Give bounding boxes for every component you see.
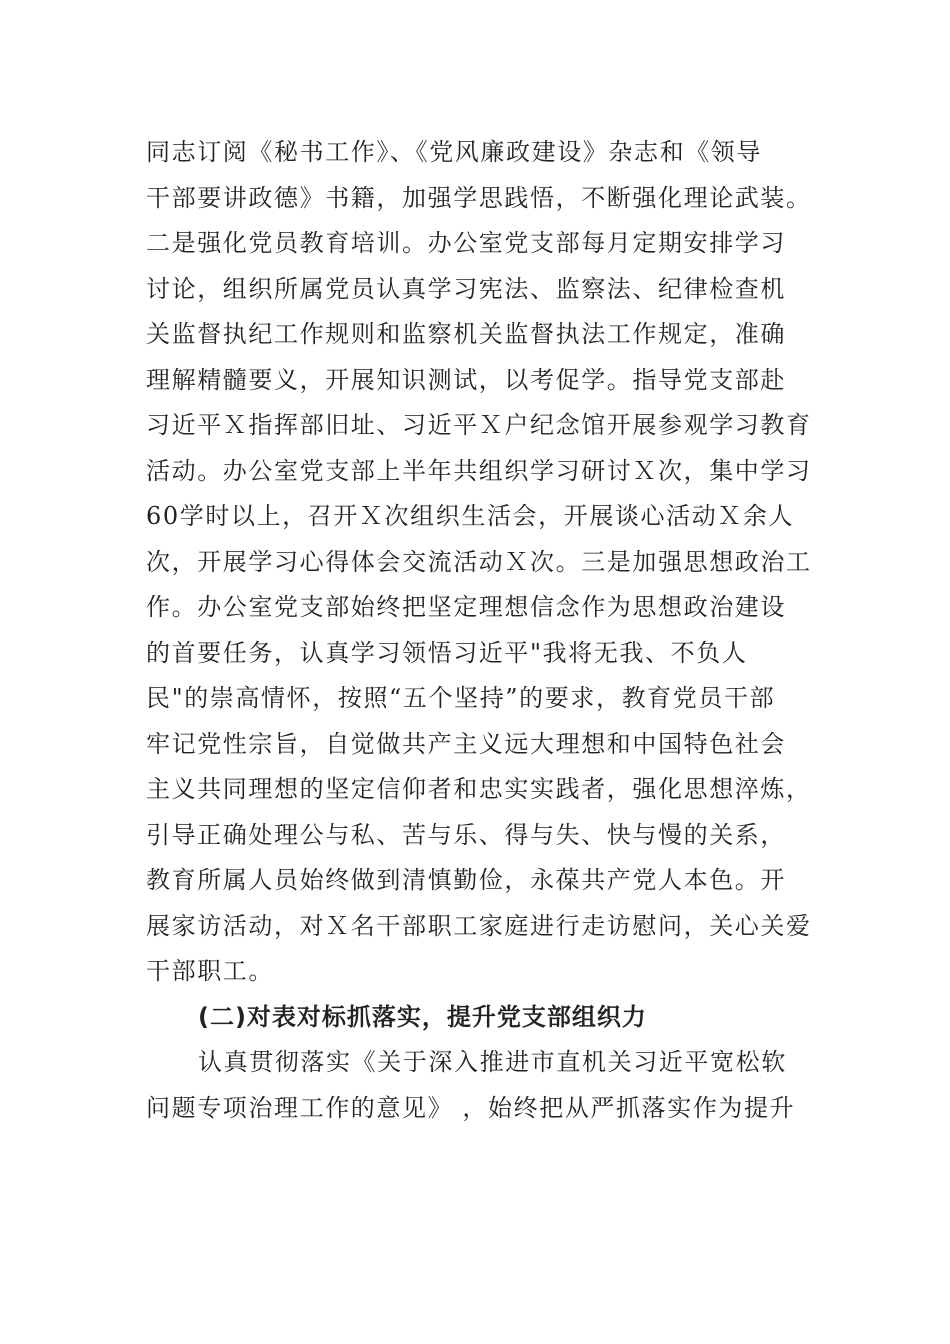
paragraph-line: 习近平Ｘ指挥部旧址、习近平Ｘ户纪念馆开展参观学习教育 bbox=[146, 411, 812, 439]
paragraph-line: 主义共同理想的坚定信仰者和忠实实践者，强化思想淬炼， bbox=[146, 775, 812, 803]
paragraph-line: 干部要讲政德》书籍，加强学思践悟，不断强化理论武装。 bbox=[146, 183, 812, 212]
paragraph-line: 干部职工。 bbox=[146, 957, 274, 985]
paragraph-line: 民"的崇高情怀，按照“五个坚持”的要求，教育党员干部 bbox=[146, 684, 776, 712]
paragraph-line: 次，开展学习心得体会交流活动Ｘ次。三是加强思想政治工 bbox=[146, 547, 812, 576]
paragraph-line: 展家访活动，对Ｘ名干部职工家庭进行走访慰问，关心关爱 bbox=[146, 911, 812, 940]
paragraph-line: 认真贯彻落实《关于深入推进市直机关习近平宽松软 bbox=[198, 1048, 787, 1076]
paragraph-line: 60学时以上，召开Ｘ次组织生活会，开展谈心活动Ｘ余人 bbox=[146, 502, 795, 530]
paragraph-line: 牢记党性宗旨，自觉做共产主义远大理想和中国特色社会 bbox=[146, 729, 786, 758]
paragraph-line: 教育所属人员始终做到清慎勤俭，永葆共产党人本色。开 bbox=[146, 866, 786, 894]
paragraph-line: 二是强化党员教育培训。办公室党支部每月定期安排学习 bbox=[146, 229, 786, 257]
paragraph-line: 问题专项治理工作的意见》 ，始终把从严抓落实作为提升 bbox=[146, 1093, 796, 1122]
paragraph-line: 理解精髓要义，开展知识测试，以考促学。指导党支部赴 bbox=[146, 365, 786, 394]
paragraph-line: 活动。办公室党支部上半年共组织学习研讨Ｘ次，集中学习 bbox=[146, 456, 812, 485]
paragraph-line: 关监督执纪工作规则和监察机关监督执法工作规定，准确 bbox=[146, 320, 786, 348]
paragraph-line: 讨论，组织所属党员认真学习宪法、监察法、纪律检查机 bbox=[146, 274, 786, 303]
paragraph-line: 的首要任务，认真学习领悟习近平"我将无我、不负人 bbox=[146, 638, 748, 667]
paragraph-line: 引导正确处理公与私、苦与乐、得与失、快与慢的关系， bbox=[146, 820, 786, 849]
document-body bbox=[146, 130, 816, 1131]
paragraph-line: 作。办公室党支部始终把坚定理想信念作为思想政治建设 bbox=[146, 593, 786, 621]
paragraph-line: 同志订阅《秘书工作》、《党风廉政建设》杂志和《领导 bbox=[146, 138, 762, 166]
section-heading: (二)对表对标抓落实，提升党支部组织力 bbox=[198, 1002, 647, 1031]
